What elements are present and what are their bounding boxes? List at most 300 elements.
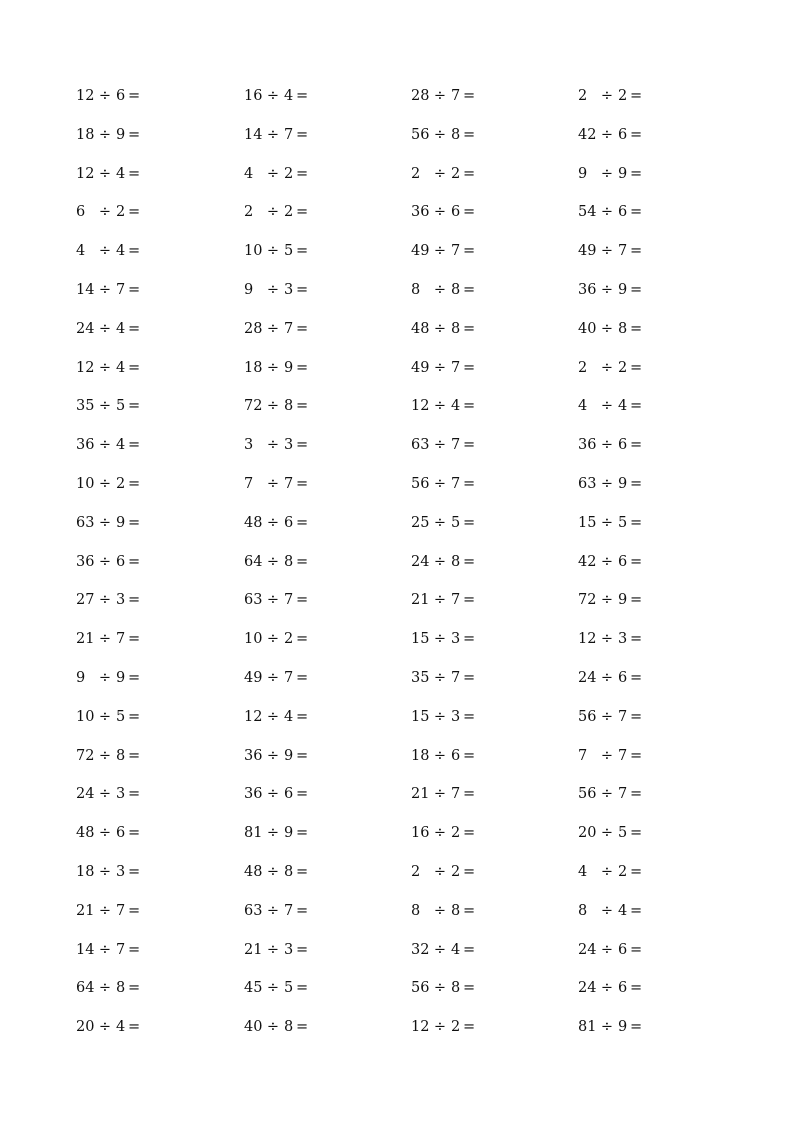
equals-sign: = (463, 863, 476, 880)
division-sign: ÷ (266, 941, 280, 958)
division-sign: ÷ (266, 437, 280, 454)
divisor: 9 (618, 592, 628, 609)
equals-sign: = (128, 786, 141, 803)
divisor: 6 (618, 437, 628, 454)
equals-sign: = (630, 475, 643, 492)
division-problem (76, 938, 144, 962)
equals-sign: = (296, 592, 309, 609)
divisor: 9 (618, 165, 628, 182)
division-sign: ÷ (600, 669, 614, 686)
divisor: 7 (451, 475, 461, 492)
division-sign: ÷ (600, 281, 614, 298)
divisor: 7 (284, 669, 294, 686)
equals-sign: = (296, 437, 309, 454)
dividend: 20 (76, 1019, 95, 1036)
divisor: 2 (618, 88, 628, 104)
dividend: 3 (244, 437, 254, 454)
division-sign: ÷ (600, 902, 614, 919)
divisor: 6 (451, 747, 461, 764)
division-problem (76, 744, 144, 768)
dividend: 10 (76, 708, 95, 725)
dividend: 28 (411, 88, 430, 104)
divisor: 8 (284, 398, 294, 415)
division-problem (76, 239, 144, 263)
equals-sign: = (630, 398, 643, 415)
equals-sign: = (296, 708, 309, 725)
dividend: 4 (578, 398, 588, 415)
division-problem (578, 317, 646, 341)
division-problem (578, 433, 646, 457)
division-problem (76, 976, 144, 1000)
divisor: 8 (451, 281, 461, 298)
division-sign: ÷ (600, 126, 614, 143)
division-sign: ÷ (600, 786, 614, 803)
divisor: 9 (284, 747, 294, 764)
divisor: 8 (451, 320, 461, 337)
equals-sign: = (128, 825, 141, 842)
division-problem (578, 744, 646, 768)
division-problem (76, 84, 144, 108)
division-sign: ÷ (433, 631, 447, 648)
equals-sign: = (296, 281, 309, 298)
division-problem (76, 511, 144, 535)
divisor: 9 (618, 1019, 628, 1036)
division-problem (578, 278, 646, 302)
equals-sign: = (296, 165, 309, 182)
equals-sign: = (128, 88, 141, 104)
division-problem (578, 356, 646, 380)
equals-sign: = (296, 398, 309, 415)
division-problem (76, 162, 144, 186)
dividend: 72 (76, 747, 95, 764)
divisor: 8 (618, 320, 628, 337)
division-problem (244, 356, 312, 380)
equals-sign: = (463, 631, 476, 648)
division-problem (411, 433, 479, 457)
division-problem (578, 84, 646, 108)
dividend: 36 (578, 437, 597, 454)
division-sign: ÷ (98, 88, 112, 104)
dividend: 21 (411, 786, 430, 803)
division-sign: ÷ (433, 359, 447, 376)
equals-sign: = (630, 902, 643, 919)
division-problem (411, 666, 479, 690)
division-problem (244, 1015, 312, 1039)
dividend: 12 (76, 165, 95, 182)
division-sign: ÷ (433, 398, 447, 415)
equals-sign: = (630, 631, 643, 648)
division-sign: ÷ (433, 786, 447, 803)
equals-sign: = (463, 825, 476, 842)
equals-sign: = (128, 475, 141, 492)
division-sign: ÷ (600, 165, 614, 182)
dividend: 63 (76, 514, 95, 531)
division-sign: ÷ (266, 747, 280, 764)
division-sign: ÷ (600, 514, 614, 531)
division-sign: ÷ (600, 863, 614, 880)
dividend: 63 (244, 592, 263, 609)
division-problem (244, 550, 312, 574)
division-sign: ÷ (266, 88, 280, 104)
division-sign: ÷ (98, 941, 112, 958)
equals-sign: = (128, 281, 141, 298)
divisor: 2 (116, 475, 126, 492)
equals-sign: = (463, 281, 476, 298)
dividend: 56 (411, 126, 430, 143)
divisor: 7 (451, 669, 461, 686)
division-problem (411, 821, 479, 845)
divisor: 7 (284, 592, 294, 609)
equals-sign: = (296, 243, 309, 260)
dividend: 24 (76, 320, 95, 337)
division-problem (578, 239, 646, 263)
dividend: 8 (411, 902, 421, 919)
division-sign: ÷ (98, 204, 112, 221)
equals-sign: = (463, 902, 476, 919)
dividend: 12 (76, 359, 95, 376)
equals-sign: = (128, 592, 141, 609)
equals-sign: = (128, 320, 141, 337)
division-problem (411, 782, 479, 806)
division-problem (411, 860, 479, 884)
equals-sign: = (296, 475, 309, 492)
division-problem (76, 588, 144, 612)
dividend: 8 (578, 902, 588, 919)
division-problem (244, 162, 312, 186)
problem-row (76, 666, 756, 705)
dividend: 48 (411, 320, 430, 337)
problem-row (76, 239, 756, 278)
dividend: 16 (244, 88, 263, 104)
division-sign: ÷ (433, 204, 447, 221)
division-sign: ÷ (266, 863, 280, 880)
equals-sign: = (296, 747, 309, 764)
division-problem (244, 200, 312, 224)
equals-sign: = (296, 941, 309, 958)
division-problem (578, 666, 646, 690)
dividend: 32 (411, 941, 430, 958)
dividend: 24 (76, 786, 95, 803)
divisor: 7 (451, 243, 461, 260)
equals-sign: = (463, 553, 476, 570)
division-problem (244, 821, 312, 845)
division-sign: ÷ (98, 475, 112, 492)
division-sign: ÷ (600, 747, 614, 764)
division-problem (244, 666, 312, 690)
dividend: 24 (578, 941, 597, 958)
division-problem (411, 123, 479, 147)
divisor: 6 (116, 825, 126, 842)
division-sign: ÷ (266, 126, 280, 143)
problem-row (76, 123, 756, 162)
divisor: 7 (618, 747, 628, 764)
division-problem (244, 511, 312, 535)
division-problem (244, 472, 312, 496)
problem-row (76, 472, 756, 511)
dividend: 4 (244, 165, 254, 182)
division-sign: ÷ (433, 941, 447, 958)
division-sign: ÷ (98, 669, 112, 686)
dividend: 36 (244, 786, 263, 803)
divisor: 3 (284, 941, 294, 958)
dividend: 36 (244, 747, 263, 764)
dividend: 28 (244, 320, 263, 337)
divisor: 6 (618, 941, 628, 958)
equals-sign: = (463, 475, 476, 492)
problem-row (76, 627, 756, 666)
divisor: 8 (116, 747, 126, 764)
division-problem (411, 511, 479, 535)
dividend: 63 (244, 902, 263, 919)
equals-sign: = (128, 863, 141, 880)
divisor: 7 (618, 243, 628, 260)
dividend: 81 (578, 1019, 597, 1036)
division-problem (411, 84, 479, 108)
divisor: 9 (116, 126, 126, 143)
division-sign: ÷ (433, 553, 447, 570)
divisor: 7 (284, 320, 294, 337)
dividend: 24 (578, 980, 597, 997)
division-problem (244, 899, 312, 923)
division-sign: ÷ (433, 165, 447, 182)
division-sign: ÷ (266, 204, 280, 221)
division-sign: ÷ (433, 475, 447, 492)
equals-sign: = (630, 980, 643, 997)
equals-sign: = (296, 359, 309, 376)
divisor: 3 (618, 631, 628, 648)
equals-sign: = (630, 708, 643, 725)
division-sign: ÷ (98, 592, 112, 609)
equals-sign: = (463, 204, 476, 221)
problem-row (76, 860, 756, 899)
divisor: 5 (284, 980, 294, 997)
dividend: 64 (76, 980, 95, 997)
division-sign: ÷ (600, 631, 614, 648)
division-sign: ÷ (98, 398, 112, 415)
equals-sign: = (463, 747, 476, 764)
equals-sign: = (128, 941, 141, 958)
dividend: 9 (244, 281, 254, 298)
problem-row (76, 84, 756, 123)
equals-sign: = (463, 126, 476, 143)
divisor: 7 (451, 786, 461, 803)
equals-sign: = (128, 747, 141, 764)
problem-row (76, 744, 756, 783)
divisor: 5 (618, 514, 628, 531)
divisor: 6 (116, 88, 126, 104)
divisor: 4 (116, 437, 126, 454)
division-sign: ÷ (600, 437, 614, 454)
dividend: 14 (244, 126, 263, 143)
dividend: 2 (411, 863, 421, 880)
division-sign: ÷ (600, 941, 614, 958)
division-problem (411, 976, 479, 1000)
division-sign: ÷ (266, 553, 280, 570)
divisor: 3 (116, 786, 126, 803)
division-problem (76, 666, 144, 690)
equals-sign: = (296, 204, 309, 221)
divisor: 4 (116, 359, 126, 376)
division-sign: ÷ (98, 1019, 112, 1036)
equals-sign: = (630, 941, 643, 958)
division-sign: ÷ (266, 902, 280, 919)
division-sign: ÷ (98, 747, 112, 764)
divisor: 4 (116, 320, 126, 337)
division-problem (76, 1015, 144, 1039)
division-sign: ÷ (600, 708, 614, 725)
divisor: 4 (618, 902, 628, 919)
division-problem (76, 200, 144, 224)
division-problem (244, 976, 312, 1000)
dividend: 49 (244, 669, 263, 686)
dividend: 14 (76, 941, 95, 958)
dividend: 48 (244, 863, 263, 880)
problem-row (76, 511, 756, 550)
division-sign: ÷ (433, 88, 447, 104)
divisor: 2 (284, 165, 294, 182)
division-sign: ÷ (433, 902, 447, 919)
dividend: 49 (578, 243, 597, 260)
divisor: 7 (284, 126, 294, 143)
dividend: 81 (244, 825, 263, 842)
dividend: 40 (578, 320, 597, 337)
worksheet (76, 84, 756, 1054)
equals-sign: = (296, 669, 309, 686)
division-problem (411, 1015, 479, 1039)
divisor: 2 (284, 631, 294, 648)
equals-sign: = (463, 359, 476, 376)
equals-sign: = (463, 669, 476, 686)
divisor: 9 (116, 669, 126, 686)
division-problem (411, 239, 479, 263)
equals-sign: = (630, 437, 643, 454)
divisor: 3 (451, 631, 461, 648)
division-sign: ÷ (266, 708, 280, 725)
dividend: 12 (244, 708, 263, 725)
division-problem (76, 278, 144, 302)
divisor: 3 (284, 281, 294, 298)
divisor: 2 (451, 165, 461, 182)
dividend: 4 (578, 863, 588, 880)
dividend: 36 (411, 204, 430, 221)
dividend: 45 (244, 980, 263, 997)
division-problem (578, 200, 646, 224)
division-sign: ÷ (600, 204, 614, 221)
problem-row (76, 588, 756, 627)
divisor: 5 (451, 514, 461, 531)
equals-sign: = (128, 669, 141, 686)
division-sign: ÷ (98, 980, 112, 997)
dividend: 7 (244, 475, 254, 492)
division-sign: ÷ (266, 1019, 280, 1036)
division-sign: ÷ (266, 592, 280, 609)
division-problem (244, 278, 312, 302)
divisor: 4 (451, 941, 461, 958)
division-problem (578, 627, 646, 651)
dividend: 9 (76, 669, 86, 686)
division-problem (76, 356, 144, 380)
dividend: 49 (411, 243, 430, 260)
divisor: 3 (116, 863, 126, 880)
equals-sign: = (463, 165, 476, 182)
problem-row (76, 1015, 756, 1054)
division-sign: ÷ (266, 631, 280, 648)
equals-sign: = (128, 980, 141, 997)
equals-sign: = (630, 747, 643, 764)
equals-sign: = (128, 1019, 141, 1036)
divisor: 7 (618, 786, 628, 803)
equals-sign: = (630, 320, 643, 337)
dividend: 49 (411, 359, 430, 376)
division-problem (578, 588, 646, 612)
division-sign: ÷ (433, 437, 447, 454)
equals-sign: = (128, 359, 141, 376)
divisor: 3 (116, 592, 126, 609)
dividend: 42 (578, 553, 597, 570)
division-problem (244, 239, 312, 263)
dividend: 21 (244, 941, 263, 958)
divisor: 2 (451, 863, 461, 880)
division-problem (578, 123, 646, 147)
equals-sign: = (463, 88, 476, 104)
division-sign: ÷ (98, 437, 112, 454)
division-problem (411, 317, 479, 341)
division-problem (244, 782, 312, 806)
equals-sign: = (296, 1019, 309, 1036)
equals-sign: = (463, 514, 476, 531)
problem-row (76, 550, 756, 589)
divisor: 2 (618, 359, 628, 376)
dividend: 36 (578, 281, 597, 298)
division-problem (244, 123, 312, 147)
equals-sign: = (630, 863, 643, 880)
division-sign: ÷ (600, 980, 614, 997)
dividend: 12 (411, 1019, 430, 1036)
division-problem (578, 550, 646, 574)
dividend: 16 (411, 825, 430, 842)
division-sign: ÷ (266, 669, 280, 686)
dividend: 20 (578, 825, 597, 842)
divisor: 5 (116, 398, 126, 415)
divisor: 2 (618, 863, 628, 880)
dividend: 21 (411, 592, 430, 609)
problem-row (76, 705, 756, 744)
equals-sign: = (630, 243, 643, 260)
divisor: 8 (451, 126, 461, 143)
equals-sign: = (463, 1019, 476, 1036)
division-sign: ÷ (266, 320, 280, 337)
equals-sign: = (296, 320, 309, 337)
division-sign: ÷ (98, 359, 112, 376)
division-problem (411, 278, 479, 302)
division-sign: ÷ (266, 825, 280, 842)
division-sign: ÷ (433, 863, 447, 880)
division-sign: ÷ (98, 863, 112, 880)
dividend: 18 (244, 359, 263, 376)
equals-sign: = (296, 980, 309, 997)
equals-sign: = (296, 126, 309, 143)
division-sign: ÷ (433, 1019, 447, 1036)
divisor: 7 (116, 941, 126, 958)
divisor: 5 (618, 825, 628, 842)
equals-sign: = (128, 243, 141, 260)
equals-sign: = (630, 88, 643, 104)
equals-sign: = (296, 553, 309, 570)
division-sign: ÷ (98, 126, 112, 143)
division-problem (411, 938, 479, 962)
dividend: 42 (578, 126, 597, 143)
division-sign: ÷ (600, 1019, 614, 1036)
